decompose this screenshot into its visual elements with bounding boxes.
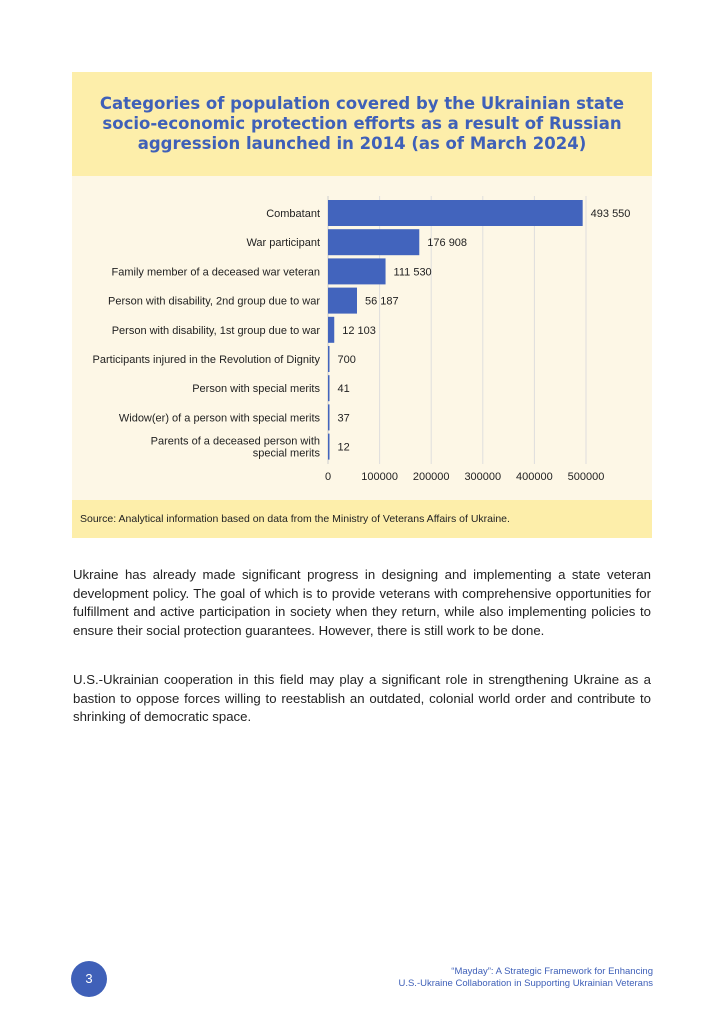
footer-running-title	[398, 966, 653, 990]
value-label: 37	[337, 412, 350, 425]
bar	[328, 288, 357, 314]
chart-title: Categories of population covered by the Ukrainian state socio-economic protection efforts as a result of Russian aggression launched in 2014 (as of March 2024)	[99, 94, 625, 153]
category-label-line: Person with disability, 1st group due to war	[111, 324, 320, 337]
category-label	[112, 325, 321, 337]
category-label	[93, 354, 321, 366]
value-label: 176 908	[427, 237, 468, 250]
bar	[328, 375, 330, 401]
category-label-line: Parents of a deceased person with	[150, 435, 320, 448]
x-tick-label: 500000	[567, 471, 605, 483]
category-label-line: Person with special merits	[192, 383, 320, 396]
bar	[328, 317, 334, 343]
x-tick-label: 400000	[516, 471, 553, 483]
source-band	[72, 500, 652, 538]
x-tick-label: 300000	[464, 471, 502, 483]
category-label-line: War participant	[246, 237, 320, 250]
footer-line-2: U.S.-Ukraine Collaboration in Supporting Ukrainian Veterans	[398, 978, 653, 989]
value-label: 493 550	[590, 208, 631, 220]
category-label-line: Combatant	[266, 208, 320, 220]
x-tick-label: 200000	[412, 471, 450, 483]
bar	[328, 200, 583, 226]
bar	[328, 258, 386, 284]
bar	[328, 346, 330, 372]
value-label: 41	[337, 383, 350, 396]
category-label	[246, 237, 320, 249]
category-label-line: Family member of a deceased war veteran	[111, 266, 320, 279]
category-label	[192, 383, 320, 395]
value-label: 111 530	[393, 266, 432, 279]
bar-chart	[72, 176, 652, 500]
category-label	[151, 436, 321, 460]
value-label: 56 187	[364, 295, 399, 308]
source-note: Source: Analytical information based on data from the Ministry of Veterans Affairs of Ukraine.	[80, 513, 510, 525]
category-label	[119, 412, 321, 424]
category-label-line: Widow(er) of a person with special merits	[118, 412, 320, 425]
category-label	[112, 266, 320, 278]
category-label	[266, 208, 320, 220]
body-paragraph-2: U.S.-Ukrainian cooperation in this field may play a significant role in strengthening Ukraine as a bastion to oppose forces willing to reestablish an outdated, colonial world order and contribute to shrinking of democratic space.	[73, 672, 651, 724]
body-paragraph-1: Ukraine has already made significant progress in designing and implementing a state veteran development policy. The goal of which is to provide veterans with comprehensive opportunities for fulfillment and active participation in society when they return, while also implementing policies to ensure their social protection guarantees. However, there is still work to be done.	[73, 567, 651, 638]
bar	[328, 434, 330, 460]
chart-x-axis	[325, 471, 604, 483]
x-tick-label: 100000	[361, 471, 398, 483]
x-tick-label: 0	[324, 471, 332, 483]
chart-title-band	[72, 72, 652, 176]
category-label-line: special merits	[252, 447, 320, 460]
bar	[328, 404, 330, 430]
page-number-badge: 3	[71, 961, 107, 997]
category-label-line: Participants injured in the Revolution of Dignity	[92, 354, 320, 366]
footer-line-1: “Mayday”: A Strategic Framework for Enhancing	[451, 966, 653, 977]
bar	[328, 229, 419, 255]
value-label: 12	[337, 441, 350, 454]
value-label: 700	[337, 354, 356, 366]
category-label-line: Person with disability, 2nd group due to war	[108, 295, 320, 308]
chart-category-labels	[93, 208, 321, 460]
chart-figure	[72, 72, 652, 538]
category-label	[108, 296, 320, 308]
value-label: 12 103	[342, 324, 376, 337]
